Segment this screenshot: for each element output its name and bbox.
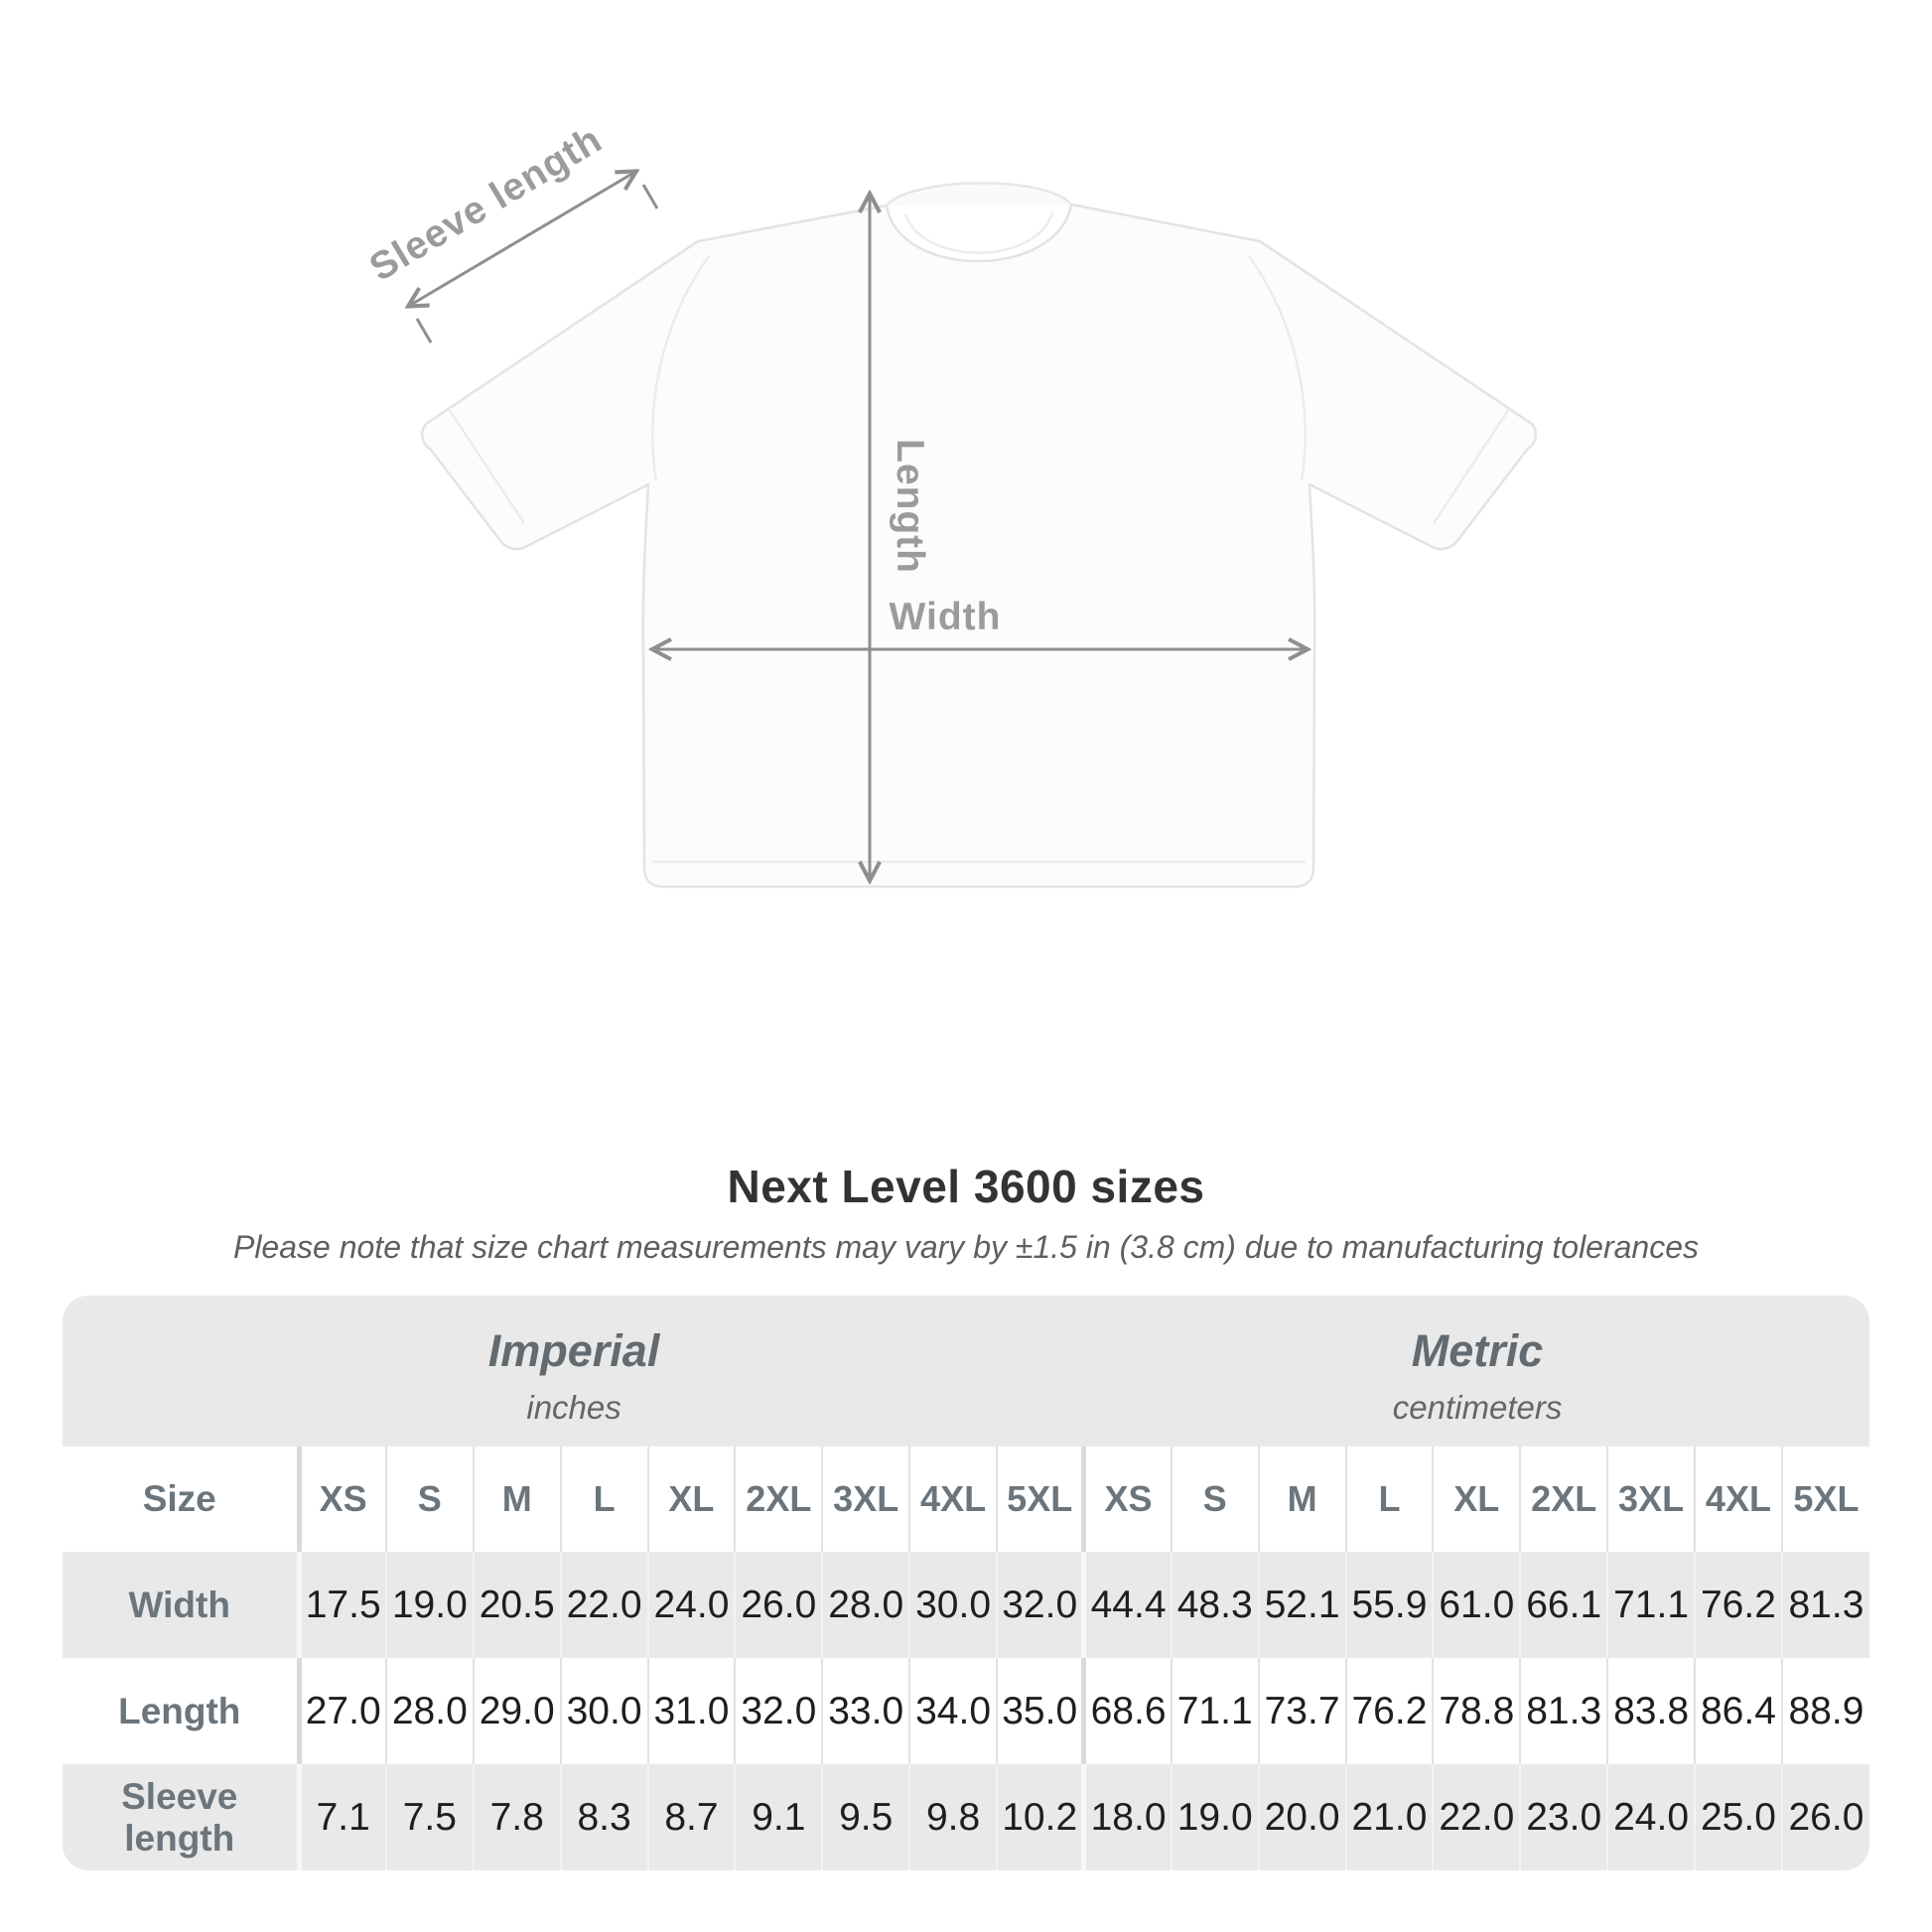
size-header-cell: XL xyxy=(648,1447,736,1552)
measurement-value-cell: 28.0 xyxy=(822,1552,909,1658)
measurement-value-cell: 78.8 xyxy=(1433,1658,1520,1764)
page-title: Next Level 3600 sizes xyxy=(727,1161,1205,1212)
tshirt-collar-rib xyxy=(905,212,1052,253)
measurement-value-cell: 48.3 xyxy=(1172,1552,1259,1658)
measurement-value-cell: 76.2 xyxy=(1346,1658,1434,1764)
measurement-row xyxy=(63,1658,1869,1764)
measurement-value-cell: 71.1 xyxy=(1607,1552,1695,1658)
size-header-cell: M xyxy=(474,1447,561,1552)
size-column-header: Size xyxy=(142,1478,216,1519)
measurement-value-cell: 8.7 xyxy=(648,1764,736,1870)
measurement-value-cell: 26.0 xyxy=(1782,1764,1869,1870)
measurement-value-cell: 19.0 xyxy=(386,1552,474,1658)
measurement-value-cell: 25.0 xyxy=(1695,1764,1782,1870)
measurement-value-cell: 19.0 xyxy=(1172,1764,1259,1870)
size-header-row xyxy=(63,1447,1869,1552)
sleeve-length-end-tick xyxy=(643,185,657,208)
tolerance-note: Please note that size chart measurements may vary by ±1.5 in (3.8 cm) due to manufacturing tolerances xyxy=(232,1229,1700,1265)
measurement-row-label: Sleeve length xyxy=(121,1775,238,1859)
size-header-cell: L xyxy=(1346,1447,1434,1552)
measurement-value-cell: 31.0 xyxy=(648,1658,736,1764)
measurement-value-cell: 83.8 xyxy=(1607,1658,1695,1764)
size-header-cell: 3XL xyxy=(1607,1447,1695,1552)
measurement-value-cell: 22.0 xyxy=(561,1552,648,1658)
size-table xyxy=(63,1447,1869,1870)
measurement-value-cell: 23.0 xyxy=(1520,1764,1607,1870)
measurement-value-cell: 26.0 xyxy=(735,1552,822,1658)
measurement-value-cell: 18.0 xyxy=(1084,1764,1172,1870)
measurement-value-cell: 28.0 xyxy=(386,1658,474,1764)
tshirt-shape xyxy=(422,183,1536,887)
sleeve-length-label: Sleeve length xyxy=(362,117,610,290)
size-header-cell: L xyxy=(561,1447,648,1552)
measurement-value-cell: 86.4 xyxy=(1695,1658,1782,1764)
measurement-value-cell: 27.0 xyxy=(299,1658,386,1764)
measurement-value-cell: 20.0 xyxy=(1259,1764,1346,1870)
size-header-cell: M xyxy=(1259,1447,1346,1552)
size-table-body xyxy=(63,1447,1869,1870)
measurement-value-cell: 68.6 xyxy=(1084,1658,1172,1764)
measurement-value-cell: 71.1 xyxy=(1172,1658,1259,1764)
measurement-value-cell: 30.0 xyxy=(561,1658,648,1764)
size-header-cell: XL xyxy=(1433,1447,1520,1552)
measurement-value-cell: 52.1 xyxy=(1259,1552,1346,1658)
measurement-value-cell: 8.3 xyxy=(561,1764,648,1870)
width-label: Width xyxy=(889,596,1002,638)
size-header-cell: 5XL xyxy=(1782,1447,1869,1552)
imperial-sublabel: inches xyxy=(526,1389,621,1426)
measurement-value-cell: 61.0 xyxy=(1433,1552,1520,1658)
size-header-cell: S xyxy=(386,1447,474,1552)
size-header-cell: XS xyxy=(299,1447,386,1552)
tshirt-collar-back xyxy=(887,183,1071,206)
measurement-value-cell: 33.0 xyxy=(822,1658,909,1764)
measurement-value-cell: 81.3 xyxy=(1520,1658,1607,1764)
measurement-value-cell: 76.2 xyxy=(1695,1552,1782,1658)
unit-group-imperial xyxy=(63,1296,1085,1447)
imperial-label: Imperial xyxy=(487,1325,660,1376)
size-header-cell: 2XL xyxy=(1520,1447,1607,1552)
measurement-value-cell: 20.5 xyxy=(474,1552,561,1658)
metric-sublabel: centimeters xyxy=(1392,1389,1563,1426)
size-header-cell: 4XL xyxy=(909,1447,997,1552)
size-header-cell: XS xyxy=(1084,1447,1172,1552)
measurement-value-cell: 24.0 xyxy=(1607,1764,1695,1870)
sleeve-length-start-tick xyxy=(417,319,431,343)
measurement-value-cell: 81.3 xyxy=(1782,1552,1869,1658)
measurement-value-cell: 30.0 xyxy=(909,1552,997,1658)
size-header-cell: S xyxy=(1172,1447,1259,1552)
size-header-cell: 3XL xyxy=(822,1447,909,1552)
measurement-value-cell: 22.0 xyxy=(1433,1764,1520,1870)
length-label: Length xyxy=(889,439,931,574)
measurement-row xyxy=(63,1764,1869,1870)
measurement-value-cell: 32.0 xyxy=(997,1552,1084,1658)
measurement-value-cell: 9.8 xyxy=(909,1764,997,1870)
measurement-value-cell: 34.0 xyxy=(909,1658,997,1764)
measurement-value-cell: 17.5 xyxy=(299,1552,386,1658)
measurement-value-cell: 24.0 xyxy=(648,1552,736,1658)
measurement-value-cell: 21.0 xyxy=(1346,1764,1434,1870)
metric-label: Metric xyxy=(1411,1325,1544,1376)
size-header-cell: 2XL xyxy=(735,1447,822,1552)
measurement-value-cell: 9.5 xyxy=(822,1764,909,1870)
measurement-value-cell: 73.7 xyxy=(1259,1658,1346,1764)
measurement-row xyxy=(63,1552,1869,1658)
size-header-cell: 4XL xyxy=(1695,1447,1782,1552)
tshirt-body xyxy=(422,205,1536,887)
size-chart-card xyxy=(63,1296,1869,1870)
unit-header-band xyxy=(63,1296,1869,1447)
measurement-row-label: Width xyxy=(128,1584,230,1625)
measurement-value-cell: 7.5 xyxy=(386,1764,474,1870)
measurement-value-cell: 35.0 xyxy=(997,1658,1084,1764)
measurement-value-cell: 10.2 xyxy=(997,1764,1084,1870)
measurement-value-cell: 44.4 xyxy=(1084,1552,1172,1658)
measurement-value-cell: 29.0 xyxy=(474,1658,561,1764)
measurement-value-cell: 7.1 xyxy=(299,1764,386,1870)
measurement-value-cell: 66.1 xyxy=(1520,1552,1607,1658)
measurement-value-cell: 55.9 xyxy=(1346,1552,1434,1658)
measurement-value-cell: 7.8 xyxy=(474,1764,561,1870)
measurement-row-label: Length xyxy=(118,1690,241,1731)
measurement-value-cell: 88.9 xyxy=(1782,1658,1869,1764)
measurement-value-cell: 32.0 xyxy=(735,1658,822,1764)
unit-group-metric xyxy=(1085,1296,1869,1447)
size-header-cell: 5XL xyxy=(997,1447,1084,1552)
measurement-value-cell: 9.1 xyxy=(735,1764,822,1870)
